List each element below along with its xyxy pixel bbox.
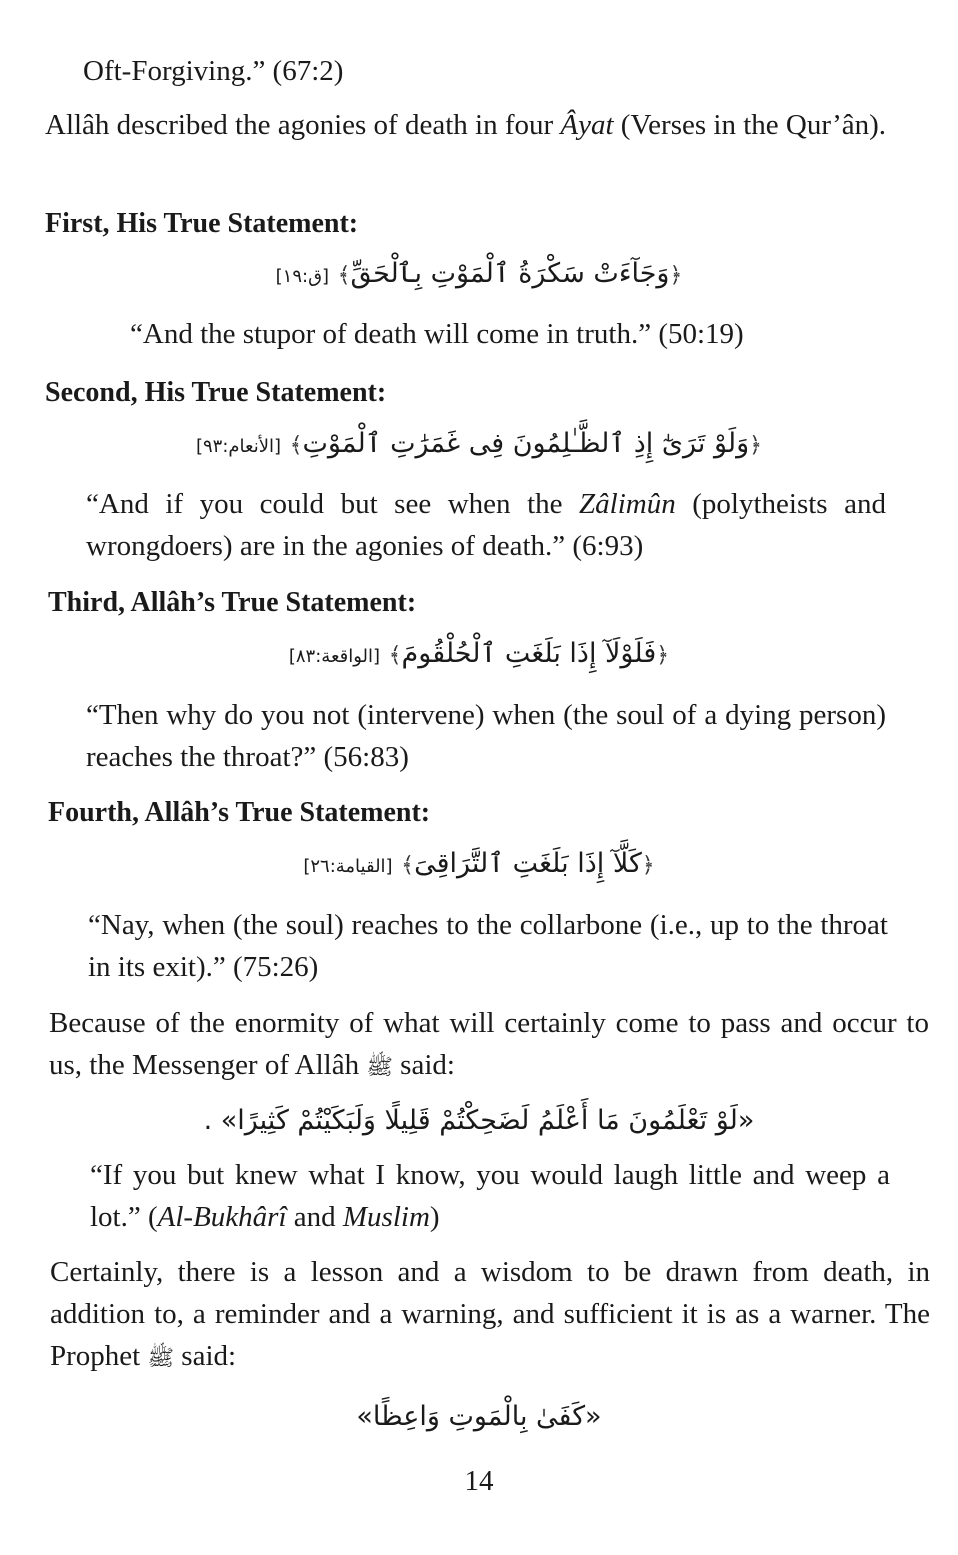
- third-statement-heading: Third, Allâh’s True Statement:: [48, 587, 417, 618]
- ornate-bracket-open: ﴿: [749, 433, 763, 458]
- first-statement-arabic-verse: ﴿وَجَآءَتْ سَكْرَةُ ٱلْمَوْتِ بِٱلْحَقِّ﴾ [ق:١٩]: [275, 258, 683, 289]
- certainly-paragraph: Certainly, there is a lesson and a wisdom to be drawn from death, in addition to, a reminder and a warning, and sufficient it is as a warner. The Prophet ﷺ said:: [50, 1256, 930, 1372]
- hadith-arabic-text: «لَوْ تَعْلَمُونَ مَا أَعْلَمُ لَضَحِكْتُمْ قَلِيلًا وَلَبَكَيْتُمْ كَثِيرًا» .: [203, 1105, 755, 1136]
- fourth-statement-translation: “Nay, when (the soul) reaches to the collarbone (i.e., up to the throat in its exit).” (75:26): [88, 909, 888, 983]
- second-statement-arabic-verse: ﴿وَلَوْ تَرَىٰٓ إِذِ ٱلظَّـٰلِمُونَ فِى غَمَرَٰتِ ٱلْمَوْتِ﴾ [الأنعام:٩٣]: [195, 428, 763, 459]
- third-statement-arabic-verse: ﴿فَلَوْلَآ إِذَا بَلَغَتِ ٱلْحُلْقُومَ﴾ [الواقعة:٨٣]: [288, 638, 670, 669]
- hadith-translation: “If you but knew what I know, you would laugh little and weep a lot.” (Al-Bukhârî and Muslim): [90, 1159, 890, 1233]
- page-number: 14: [464, 1465, 494, 1497]
- ornate-bracket-close: ﴾: [401, 853, 415, 878]
- fourth-statement-heading: Fourth, Allâh’s True Statement:: [48, 797, 431, 828]
- ayat-term: Âyat: [560, 109, 614, 141]
- verse-reference: [الأنعام:٩٣]: [195, 436, 281, 457]
- third-statement-translation: “Then why do you not (intervene) when (the soul of a dying person) reaches the throat?” (56:83): [86, 699, 886, 773]
- salutation-symbol-icon: ﷺ: [147, 1346, 175, 1371]
- ornate-bracket-close: ﴾: [337, 263, 351, 288]
- fourth-statement-arabic-verse: ﴿كَلَّآ إِذَا بَلَغَتِ ٱلتَّرَاقِىَ﴾ [القيامة:٢٦]: [303, 848, 655, 879]
- second-statement-translation: “And if you could but see when the Zâlimûn (polytheists and wrongdoers) are in the agonies of death.” (6:93): [86, 488, 886, 562]
- ornate-bracket-open: ﴿: [641, 853, 655, 878]
- second-statement-heading: Second, His True Statement:: [45, 377, 387, 408]
- verse-reference: [الواقعة:٨٣]: [288, 646, 381, 667]
- verse-reference: [ق:١٩]: [275, 266, 330, 287]
- zalimun-term: Zâlimûn: [579, 488, 676, 520]
- ornate-bracket-open: ﴿: [656, 643, 670, 668]
- ornate-bracket-close: ﴾: [388, 643, 402, 668]
- source-muslim: Muslim: [342, 1201, 430, 1233]
- because-paragraph: Because of the enormity of what will certainly come to pass and occur to us, the Messenger of Allâh ﷺ said:: [49, 1007, 929, 1081]
- source-bukhari: Al-Bukhârî: [157, 1201, 287, 1233]
- ornate-bracket-close: ﴾: [289, 433, 303, 458]
- intro-paragraph: Allâh described the agonies of death in four Âyat (Verses in the Qur’ân).: [45, 109, 887, 141]
- verse-reference: [القيامة:٢٦]: [303, 856, 393, 877]
- first-statement-heading: First, His True Statement:: [45, 208, 359, 239]
- closing-hadith-arabic: «كَفَىٰ بِالْمَوتِ وَاعِظًا»: [356, 1401, 602, 1432]
- salutation-symbol-icon: ﷺ: [366, 1055, 393, 1080]
- continuation-line: Oft-Forgiving.” (67:2): [83, 55, 344, 87]
- first-statement-translation: “And the stupor of death will come in truth.” (50:19): [130, 318, 744, 350]
- ornate-bracket-open: ﴿: [669, 263, 683, 288]
